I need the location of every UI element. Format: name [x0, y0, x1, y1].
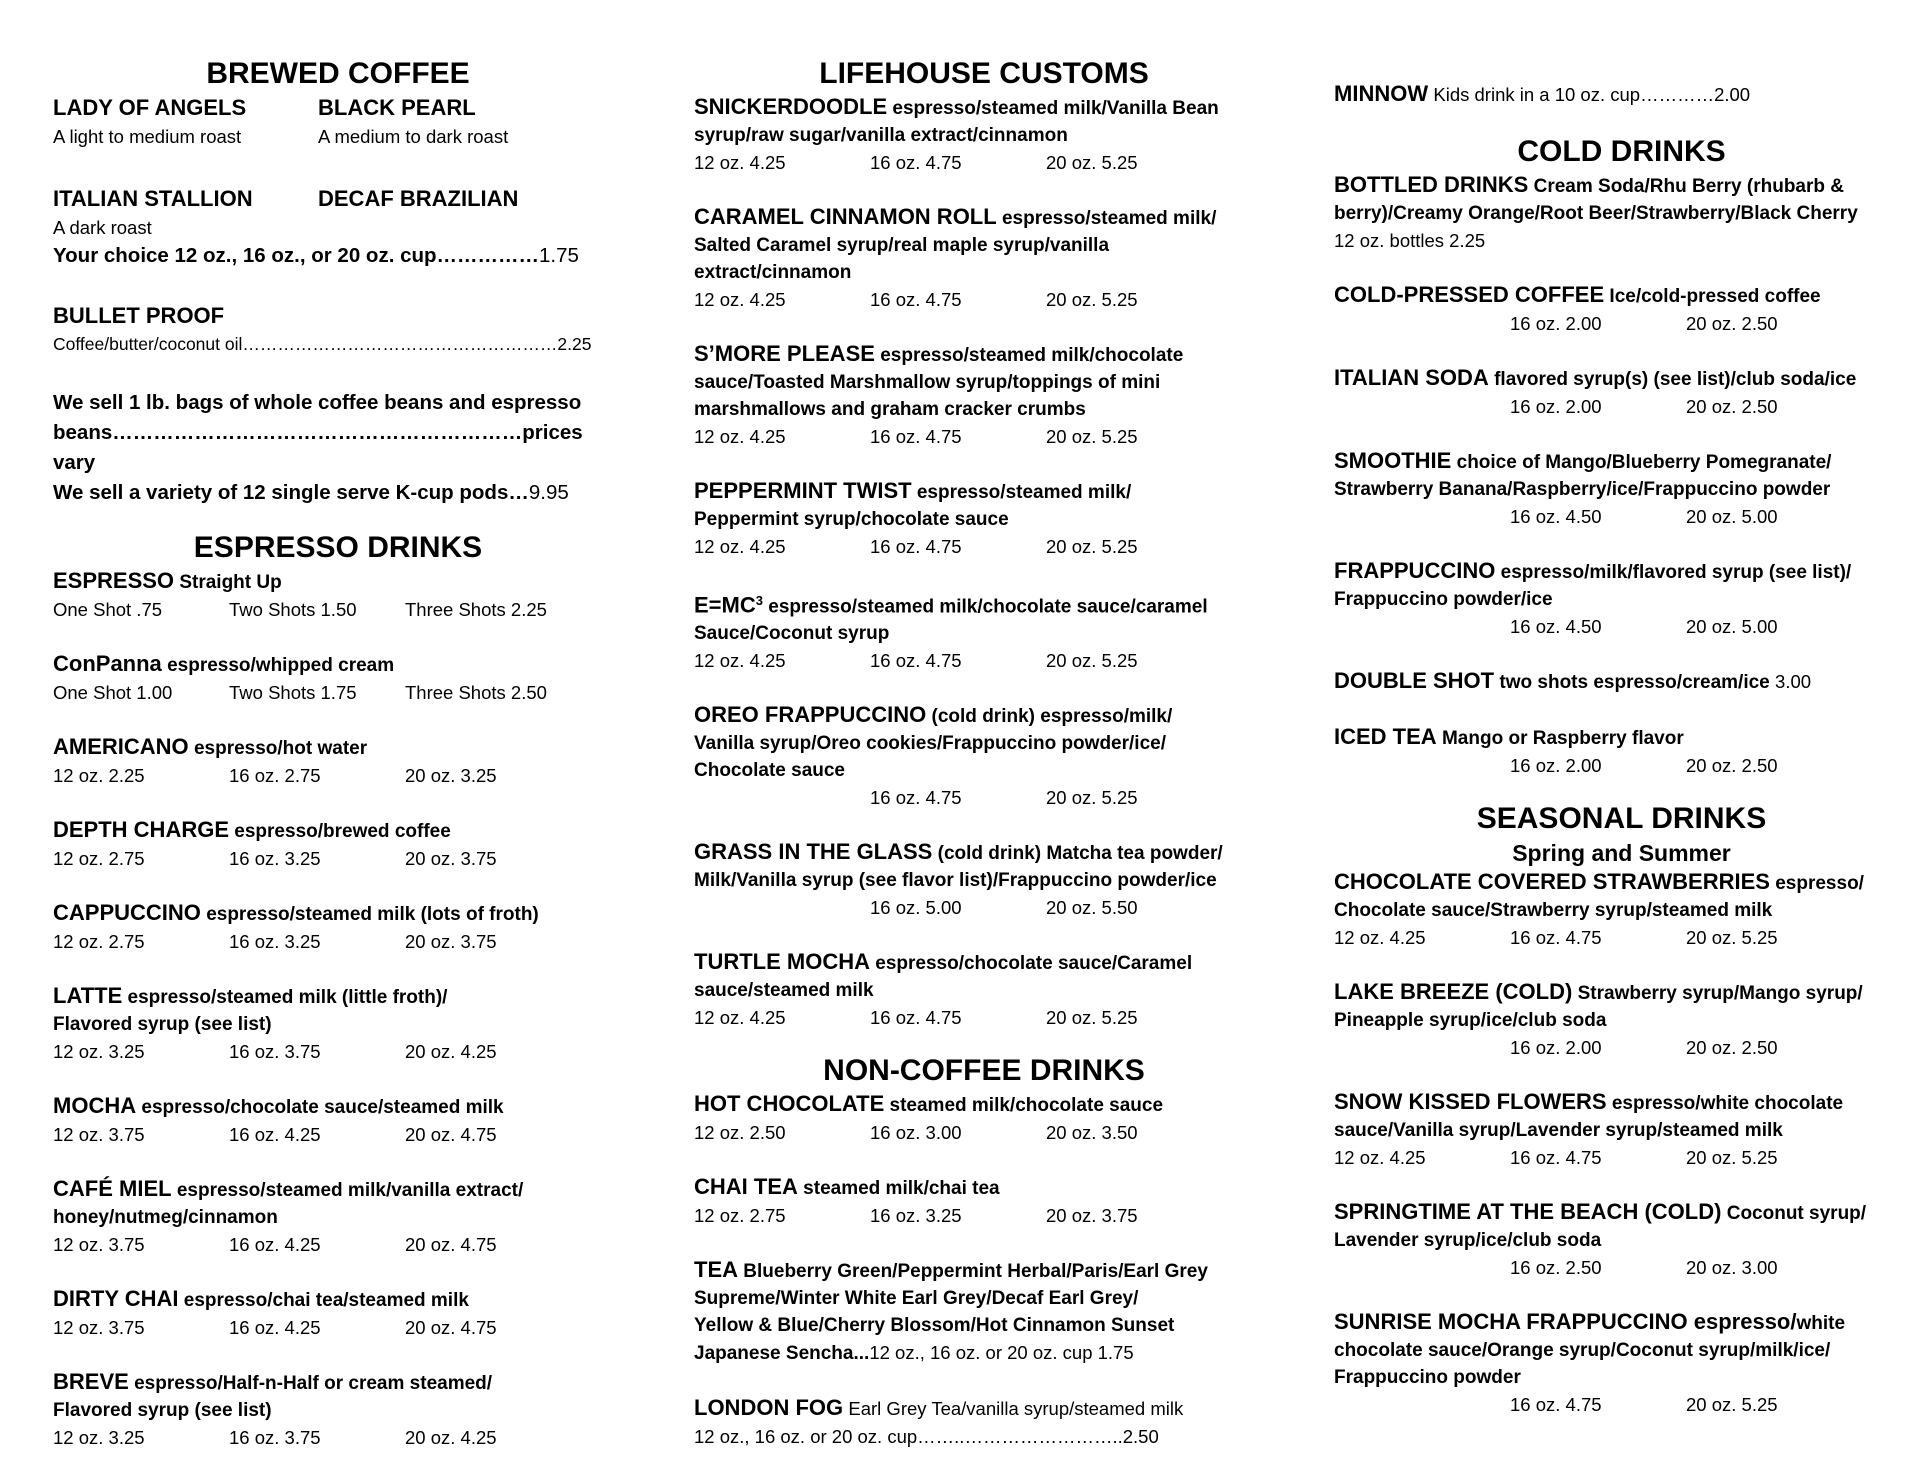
- menu-column-2: [694, 0, 1274, 1477]
- menu-item-smoothie: SMOOTHIE choice of Mango/Blueberry Pomegranate/ Strawberry Banana/Raspberry/ice/Frappuccino powder 16 oz. 4.50 20 oz. 5.00: [1334, 448, 1832, 527]
- menu-item-dirty-chai: DIRTY CHAI espresso/chai tea/steamed milk 12 oz. 3.75 16 oz. 4.25 20 oz. 4.75: [53, 1286, 497, 1338]
- menu-item-mocha: MOCHA espresso/chocolate sauce/steamed milk 12 oz. 3.75 16 oz. 4.25 20 oz. 4.75: [53, 1093, 504, 1145]
- brewed-coffee-title: BREWED COFFEE: [206, 57, 470, 90]
- menu-item-depth-charge: DEPTH CHARGE espresso/brewed coffee 12 oz. 2.75 16 oz. 3.25 20 oz. 3.75: [53, 817, 497, 869]
- menu-item-cappuccino: CAPPUCCINO espresso/steamed milk (lots of froth) 12 oz. 2.75 16 oz. 3.25 20 oz. 3.75: [53, 900, 539, 952]
- menu-item-chai-tea: CHAI TEA steamed milk/chai tea 12 oz. 2.75 16 oz. 3.25 20 oz. 3.75: [694, 1174, 1138, 1227]
- beans-line-2: beans……………………………………………………prices vary: [53, 421, 583, 474]
- brewed-choice-line: Your choice 12 oz., 16 oz., or 20 oz. cup……………1.75: [53, 244, 579, 267]
- beans-line-1: We sell 1 lb. bags of whole coffee beans and espresso: [53, 391, 582, 414]
- roast-desc-row: [53, 123, 623, 150]
- espresso-drinks-title: ESPRESSO DRINKS: [193, 531, 483, 564]
- menu-item-hot-chocolate: HOT CHOCOLATE steamed milk/chocolate sauce 12 oz. 2.50 16 oz. 3.00 20 oz. 3.50: [694, 1091, 1164, 1144]
- menu-item-springtime-at-the-beach: SPRINGTIME AT THE BEACH (COLD) Coconut syrup/ Lavender syrup/ice/club soda 16 oz. 2.50 20 oz. 3.00: [1334, 1199, 1867, 1278]
- menu-item-bottled-drinks: BOTTLED DRINKS Cream Soda/Rhu Berry (rhubarb & berry)/Creamy Orange/Root Beer/Strawberry/Black Cherry 12 oz. bottles 2.25: [1334, 172, 1858, 251]
- menu-item-emc3: $E=MC^3$ espresso/steamed milk/chocolate sauce/caramel Sauce/Coconut syrup 12 oz. 4.25 16 oz. 4.75 20 oz. 5.25: [694, 592, 1208, 672]
- menu-item-snickerdoodle: SNICKERDOODLE espresso/steamed milk/Vanilla Bean syrup/raw sugar/vanilla extract/cinnamon 12 oz. 4.25 16 oz. 4.75 20 oz. 5.25: [694, 94, 1219, 173]
- lady-of-angels-desc: A light to medium roast: [53, 126, 242, 147]
- menu-item-grass-in-the-glass: GRASS IN THE GLASS (cold drink) Matcha tea powder/ Milk/Vanilla syrup (see flavor list)/Frappuccino powder/ice 16 oz. 5.00 20 oz. 5.50: [694, 839, 1223, 919]
- menu-item-minnow: MINNOW Kids drink in a 10 oz. cup…………2.00: [1334, 81, 1751, 106]
- menu-item-americano: AMERICANO espresso/hot water 12 oz. 2.25 16 oz. 2.75 20 oz. 3.25: [53, 734, 497, 786]
- roast-names-row-2: [53, 184, 623, 214]
- menu-item-oreo-frappuccino: OREO FRAPPUCCINO (cold drink) espresso/milk/ Vanilla syrup/Oreo cookies/Frappuccino powder/ice/ Chocolate sauce 16 oz. 4.75 20 oz. 5.25: [694, 702, 1173, 809]
- menu-item-caramel-cinnamon-roll: CARAMEL CINNAMON ROLL espresso/steamed milk/ Salted Caramel syrup/real maple syrup/vanilla extract/cinnamon 12 oz. 4.25 16 oz. 4.75 20 oz. 5.25: [694, 204, 1217, 310]
- menu-item-tea: TEA Blueberry Green/Peppermint Herbal/Paris/Earl Grey Supreme/Winter White Earl Grey/Decaf Earl Grey/ Yellow & Blue/Cherry Blossom/Hot Cinnamon Sunset Japanese Sencha...12 oz., 16 oz. or 20 oz. cup 1.75: [694, 1257, 1208, 1365]
- menu-item-double-shot: DOUBLE SHOT two shots espresso/cream/ice 3.00: [1334, 668, 1812, 693]
- roast-names-row: [53, 93, 623, 123]
- menu-item-sunrise-mocha-frappuccino: SUNRISE MOCHA FRAPPUCCINO espresso/white chocolate sauce/Orange syrup/Coconut syrup/milk/ice/ Frappuccino powder 16 oz. 4.75 20 oz. 5.25: [1334, 1309, 1846, 1415]
- cold-drinks-title: COLD DRINKS: [1517, 135, 1726, 168]
- kcup-line: We sell a variety of 12 single serve K-cup pods…9.95: [53, 481, 569, 504]
- menu-item-snow-kissed-flowers: SNOW KISSED FLOWERS espresso/white chocolate sauce/Vanilla syrup/Lavender syrup/steamed milk 12 oz. 4.25 16 oz. 4.75 20 oz. 5.25: [1334, 1089, 1844, 1168]
- black-pearl-desc: A medium to dark roast: [318, 126, 509, 147]
- menu-item-latte: LATTE espresso/steamed milk (little froth)/ Flavored syrup (see list) 12 oz. 3.25 16 oz. 3.75 20 oz. 4.25: [53, 983, 497, 1062]
- menu-column-3: [1334, 0, 1909, 1445]
- black-pearl-name: BLACK PEARL: [318, 95, 476, 120]
- bullet-proof-desc: Coffee/butter/coconut oil………………………………………………2.25: [53, 334, 592, 354]
- seasonal-subtitle: Spring and Summer: [1512, 840, 1731, 866]
- seasonal-drinks-title: SEASONAL DRINKS: [1476, 802, 1767, 835]
- non-coffee-drinks-title: NON-COFFEE DRINKS: [823, 1054, 1145, 1088]
- menu-item-lake-breeze: LAKE BREEZE (COLD) Strawberry syrup/Mango syrup/ Pineapple syrup/ice/club soda 16 oz. 2.00 20 oz. 2.50: [1334, 979, 1863, 1058]
- menu-item-cafe-miel: CAFÉ MIEL espresso/steamed milk/vanilla extract/ honey/nutmeg/cinnamon 12 oz. 3.75 16 oz. 4.25 20 oz. 4.75: [53, 1176, 524, 1255]
- menu-item-italian-soda: ITALIAN SODA flavored syrup(s) (see list)/club soda/ice 16 oz. 2.00 20 oz. 2.50: [1334, 365, 1857, 417]
- menu-item-london-fog: LONDON FOG Earl Grey Tea/vanilla syrup/steamed milk 12 oz., 16 oz. or 20 oz. cup……..……………………..2.50: [694, 1395, 1184, 1448]
- menu-item-conpanna: ConPanna espresso/whipped cream One Shot 1.00 Two Shots 1.75 Three Shots 2.50: [53, 651, 547, 703]
- lady-of-angels-name: LADY OF ANGELS: [53, 95, 247, 120]
- menu-item-cold-pressed-coffee: COLD-PRESSED COFFEE Ice/cold-pressed coffee 16 oz. 2.00 20 oz. 2.50: [1334, 282, 1821, 334]
- menu-item-espresso: ESPRESSO Straight Up One Shot .75 Two Shots 1.50 Three Shots 2.25: [53, 568, 547, 620]
- menu-item-smore-please: S’MORE PLEASE espresso/steamed milk/chocolate sauce/Toasted Marshmallow syrup/toppings of mini marshmallows and graham cracker crumbs 12 oz. 4.25 16 oz. 4.75 20 oz. 5.25: [694, 341, 1184, 447]
- italian-stallion-name: ITALIAN STALLION: [53, 186, 253, 211]
- italian-stallion-desc: A dark roast: [53, 217, 152, 238]
- menu-item-chocolate-covered-strawberries: CHOCOLATE COVERED STRAWBERRIES espresso/ Chocolate sauce/Strawberry syrup/steamed milk 12 oz. 4.25 16 oz. 4.75 20 oz. 5.25: [1334, 869, 1864, 948]
- decaf-brazilian-name: DECAF BRAZILIAN: [318, 186, 519, 211]
- lifehouse-customs-title: LIFEHOUSE CUSTOMS: [819, 57, 1149, 90]
- menu-column-1: [53, 0, 623, 1478]
- bullet-proof-name: BULLET PROOF: [53, 303, 225, 328]
- menu-item-iced-tea: ICED TEA Mango or Raspberry flavor 16 oz. 2.00 20 oz. 2.50: [1334, 724, 1778, 776]
- menu-item-peppermint-twist: PEPPERMINT TWIST espresso/steamed milk/ Peppermint syrup/chocolate sauce 12 oz. 4.25 16 oz. 4.75 20 oz. 5.25: [694, 478, 1138, 557]
- menu-item-frappuccino: FRAPPUCCINO espresso/milk/flavored syrup (see list)/ Frappuccino powder/ice 16 oz. 4.50 20 oz. 5.00: [1334, 558, 1852, 637]
- menu-item-breve: BREVE espresso/Half-n-Half or cream steamed/ Flavored syrup (see list) 12 oz. 3.25 16 oz. 3.75 20 oz. 4.25: [53, 1369, 497, 1448]
- menu-item-turtle-mocha: TURTLE MOCHA espresso/chocolate sauce/Caramel sauce/steamed milk 12 oz. 4.25 16 oz. 4.75 20 oz. 5.25: [694, 949, 1193, 1029]
